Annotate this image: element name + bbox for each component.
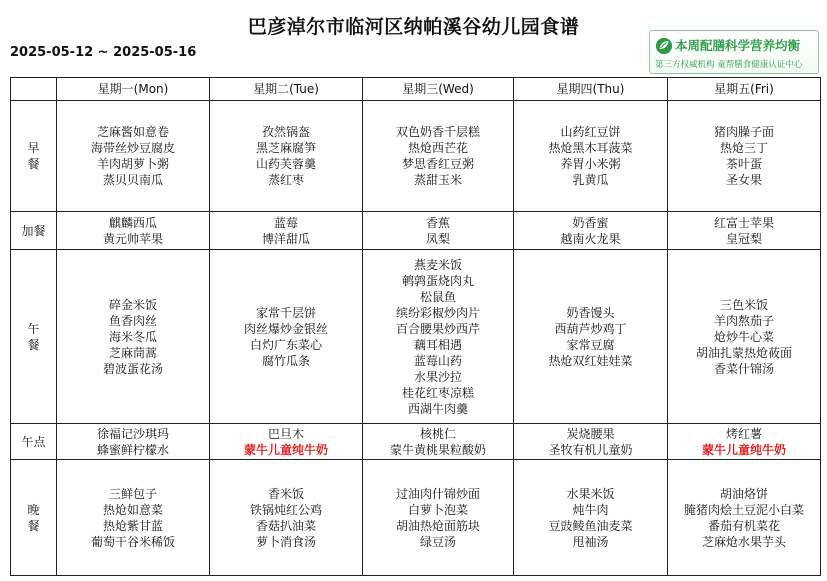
dish-item: 蓝莓 (273, 215, 298, 230)
menu-cell (210, 212, 363, 250)
dish-item: 水果沙拉 (413, 369, 462, 384)
dish-item: 热炝如意菜 (102, 502, 163, 517)
meal-label: 晚 餐 (11, 460, 57, 576)
menu-cell (514, 424, 668, 460)
dish-item: 黄元帅苹果 (102, 231, 163, 246)
dish-item: 百合腰果炒西芹 (395, 321, 480, 336)
dish-item: 鹌鹑蛋烧肉丸 (401, 273, 474, 288)
menu-cell (57, 212, 210, 250)
dish-item: 奶香馒头 (566, 305, 615, 320)
menu-cell (514, 460, 668, 576)
dish-item: 圣牧有机儿童奶 (548, 442, 633, 457)
dish-item: 奶香蜜 (572, 215, 609, 230)
dish-item: 西葫芦炒鸡丁 (554, 321, 627, 336)
dish-item: 西湖牛肉羹 (407, 401, 468, 416)
dish-item: 羊肉熬茄子 (713, 313, 774, 328)
dish-item: 白萝卜泡菜 (407, 502, 468, 517)
dish-item: 胡油热炝面筋块 (395, 518, 480, 533)
dish-item: 热炝黑木耳菠菜 (548, 141, 633, 155)
dish-item: 炭烧腰果 (566, 426, 615, 441)
menu-cell (668, 101, 821, 212)
dish-item: 家常豆腐 (566, 337, 615, 352)
menu-cell (210, 250, 363, 424)
dish-item: 热炝双红娃娃菜 (548, 353, 633, 368)
dish-item: 海米冬瓜 (108, 329, 157, 344)
dish-item: 蒸红枣 (267, 173, 304, 187)
dish-item: 蜂蜜鲜柠檬水 (96, 442, 169, 457)
dish-item: 燕麦米饭 (413, 257, 462, 272)
dish-item: 桂花红枣凉糕 (401, 385, 474, 400)
dish-item: 博洋甜瓜 (261, 231, 310, 246)
dish-item: 红富士苹果 (713, 215, 774, 230)
dish-item: 葡萄干谷米稀饭 (90, 534, 175, 549)
dish-item: 炝炒牛心菜 (713, 329, 774, 344)
dish-item: 核桃仁 (419, 426, 456, 441)
morning-snack-row (11, 212, 821, 250)
meal-label: 午点 (11, 424, 57, 460)
dish-item: 香蕉 (425, 215, 450, 230)
dish-item: 徐福记沙琪玛 (96, 426, 169, 441)
leaf-logo-icon (655, 37, 673, 55)
date-range: 2025-05-12 ~ 2025-05-16 (10, 45, 197, 60)
dish-item: 三色米饭 (719, 297, 768, 312)
dish-item: 巴旦木 (267, 426, 304, 441)
dish-item: 家常千层饼 (255, 305, 316, 320)
dish-item: 炖牛肉 (572, 502, 609, 517)
dish-item: 芝麻酱如意卷 (96, 125, 169, 139)
menu-cell (57, 250, 210, 424)
day-header: 星期一(Mon) (57, 78, 210, 101)
dish-item: 豆豉鲮鱼油麦菜 (548, 518, 633, 533)
dish-item: 蓝莓山药 (413, 353, 462, 368)
dish-item: 蒸贝贝南瓜 (102, 173, 163, 187)
dish-item: 热炝紫甘蓝 (102, 518, 163, 533)
dish-item: 过油肉什锦炒面 (395, 486, 480, 501)
menu-cell (514, 212, 668, 250)
corner-cell (11, 78, 57, 101)
day-header: 星期四(Thu) (514, 78, 668, 101)
dish-item: 猪肉臊子面 (713, 125, 774, 139)
dish-item: 热炝西芒花 (407, 141, 468, 155)
menu-cell (514, 101, 668, 212)
dish-item: 乳黄瓜 (572, 173, 609, 187)
dish-item: 白灼广东菜心 (249, 337, 322, 352)
dish-item: 养胃小米粥 (560, 157, 621, 171)
badge-sub-text: 第三方权威机构 童帮膳食健康认证中心 (655, 60, 803, 70)
dish-item: 胡油扎蒙热炝莜面 (695, 345, 792, 360)
dish-item: 越南火龙果 (560, 231, 621, 246)
dish-item: 圣女果 (725, 173, 762, 187)
dish-item: 山药红豆饼 (560, 125, 621, 139)
meal-label: 早 餐 (11, 101, 57, 212)
dish-item: 番茄有机菜花 (707, 518, 780, 533)
dish-item: 蒙牛儿童纯牛奶 (243, 442, 328, 457)
dish-item: 肉丝爆炒金银丝 (243, 321, 328, 336)
dinner-row (11, 460, 821, 576)
menu-cell (514, 250, 668, 424)
dish-item: 松鼠鱼 (419, 289, 456, 304)
dish-item: 甩袖汤 (572, 534, 609, 549)
dish-item: 凤梨 (425, 231, 450, 246)
menu-cell (363, 424, 514, 460)
dish-item: 羊肉胡萝卜粥 (96, 157, 169, 171)
nutrition-badge (649, 30, 819, 74)
menu-cell (210, 101, 363, 212)
dish-item: 腌猪肉烩土豆泥小白菜 (683, 502, 804, 517)
day-header-row (11, 78, 821, 101)
day-header: 星期五(Fri) (668, 78, 821, 101)
dish-item: 山药芙蓉羹 (255, 157, 316, 171)
menu-table (10, 77, 821, 576)
dish-item: 碧波蛋花汤 (102, 361, 163, 376)
dish-item: 芝麻茼蒿 (108, 345, 157, 360)
menu-cell (668, 250, 821, 424)
dish-item: 碎金米饭 (108, 297, 157, 312)
dish-item: 热炝三丁 (719, 141, 768, 155)
menu-cell (210, 424, 363, 460)
dish-item: 黑芝麻腐笋 (255, 141, 316, 155)
dish-item: 缤纷彩椒炒肉片 (395, 305, 480, 320)
meal-label: 午 餐 (11, 250, 57, 424)
dish-item: 香菇扒油菜 (255, 518, 316, 533)
menu-cell (57, 460, 210, 576)
menu-cell (363, 101, 514, 212)
dish-item: 孜然锅盔 (261, 125, 310, 139)
breakfast-row (11, 101, 821, 212)
badge-main-text: 本周配膳科学营养均衡 (675, 38, 801, 53)
dish-item: 海带丝炒豆腐皮 (90, 141, 175, 155)
menu-cell (57, 424, 210, 460)
dish-item: 蒸甜玉米 (413, 173, 462, 187)
dish-item: 藕耳相遇 (413, 337, 462, 352)
lunch-row (11, 250, 821, 424)
dish-item: 皇冠梨 (725, 231, 762, 246)
dish-item: 胡油烙饼 (719, 486, 768, 501)
dish-item: 烤红薯 (725, 426, 762, 441)
dish-item: 香菜什锦汤 (713, 361, 774, 376)
dish-item: 铁锅炖红公鸡 (249, 502, 322, 517)
dish-item: 芝麻炝水果芋头 (701, 534, 786, 549)
dish-item: 梦思香红豆粥 (401, 157, 474, 171)
menu-cell (668, 424, 821, 460)
day-header: 星期二(Tue) (210, 78, 363, 101)
dish-item: 鱼香肉丝 (108, 313, 157, 328)
menu-cell (668, 460, 821, 576)
dish-item: 腐竹瓜条 (261, 353, 310, 368)
menu-cell (210, 460, 363, 576)
dish-item: 蒙牛儿童纯牛奶 (701, 442, 786, 457)
dish-item: 绿豆汤 (419, 534, 456, 549)
menu-cell (57, 101, 210, 212)
dish-item: 双色奶香千层糕 (395, 125, 480, 139)
dish-item: 蒙牛黄桃果粒酸奶 (389, 442, 486, 457)
menu-cell (363, 460, 514, 576)
menu-cell (363, 250, 514, 424)
day-header: 星期三(Wed) (363, 78, 514, 101)
dish-item: 水果米饭 (566, 486, 615, 501)
dish-item: 香米饭 (267, 486, 304, 501)
dish-item: 萝卜消食汤 (255, 534, 316, 549)
dish-item: 茶叶蛋 (725, 157, 762, 171)
meal-label: 加餐 (11, 212, 57, 250)
menu-cell (668, 212, 821, 250)
afternoon-snack-row (11, 424, 821, 460)
page-title: 巴彦淖尔市临河区纳帕溪谷幼儿园食谱 (247, 16, 580, 38)
dish-item: 三鲜包子 (108, 486, 157, 501)
menu-cell (363, 212, 514, 250)
dish-item: 麒麟西瓜 (108, 215, 157, 230)
